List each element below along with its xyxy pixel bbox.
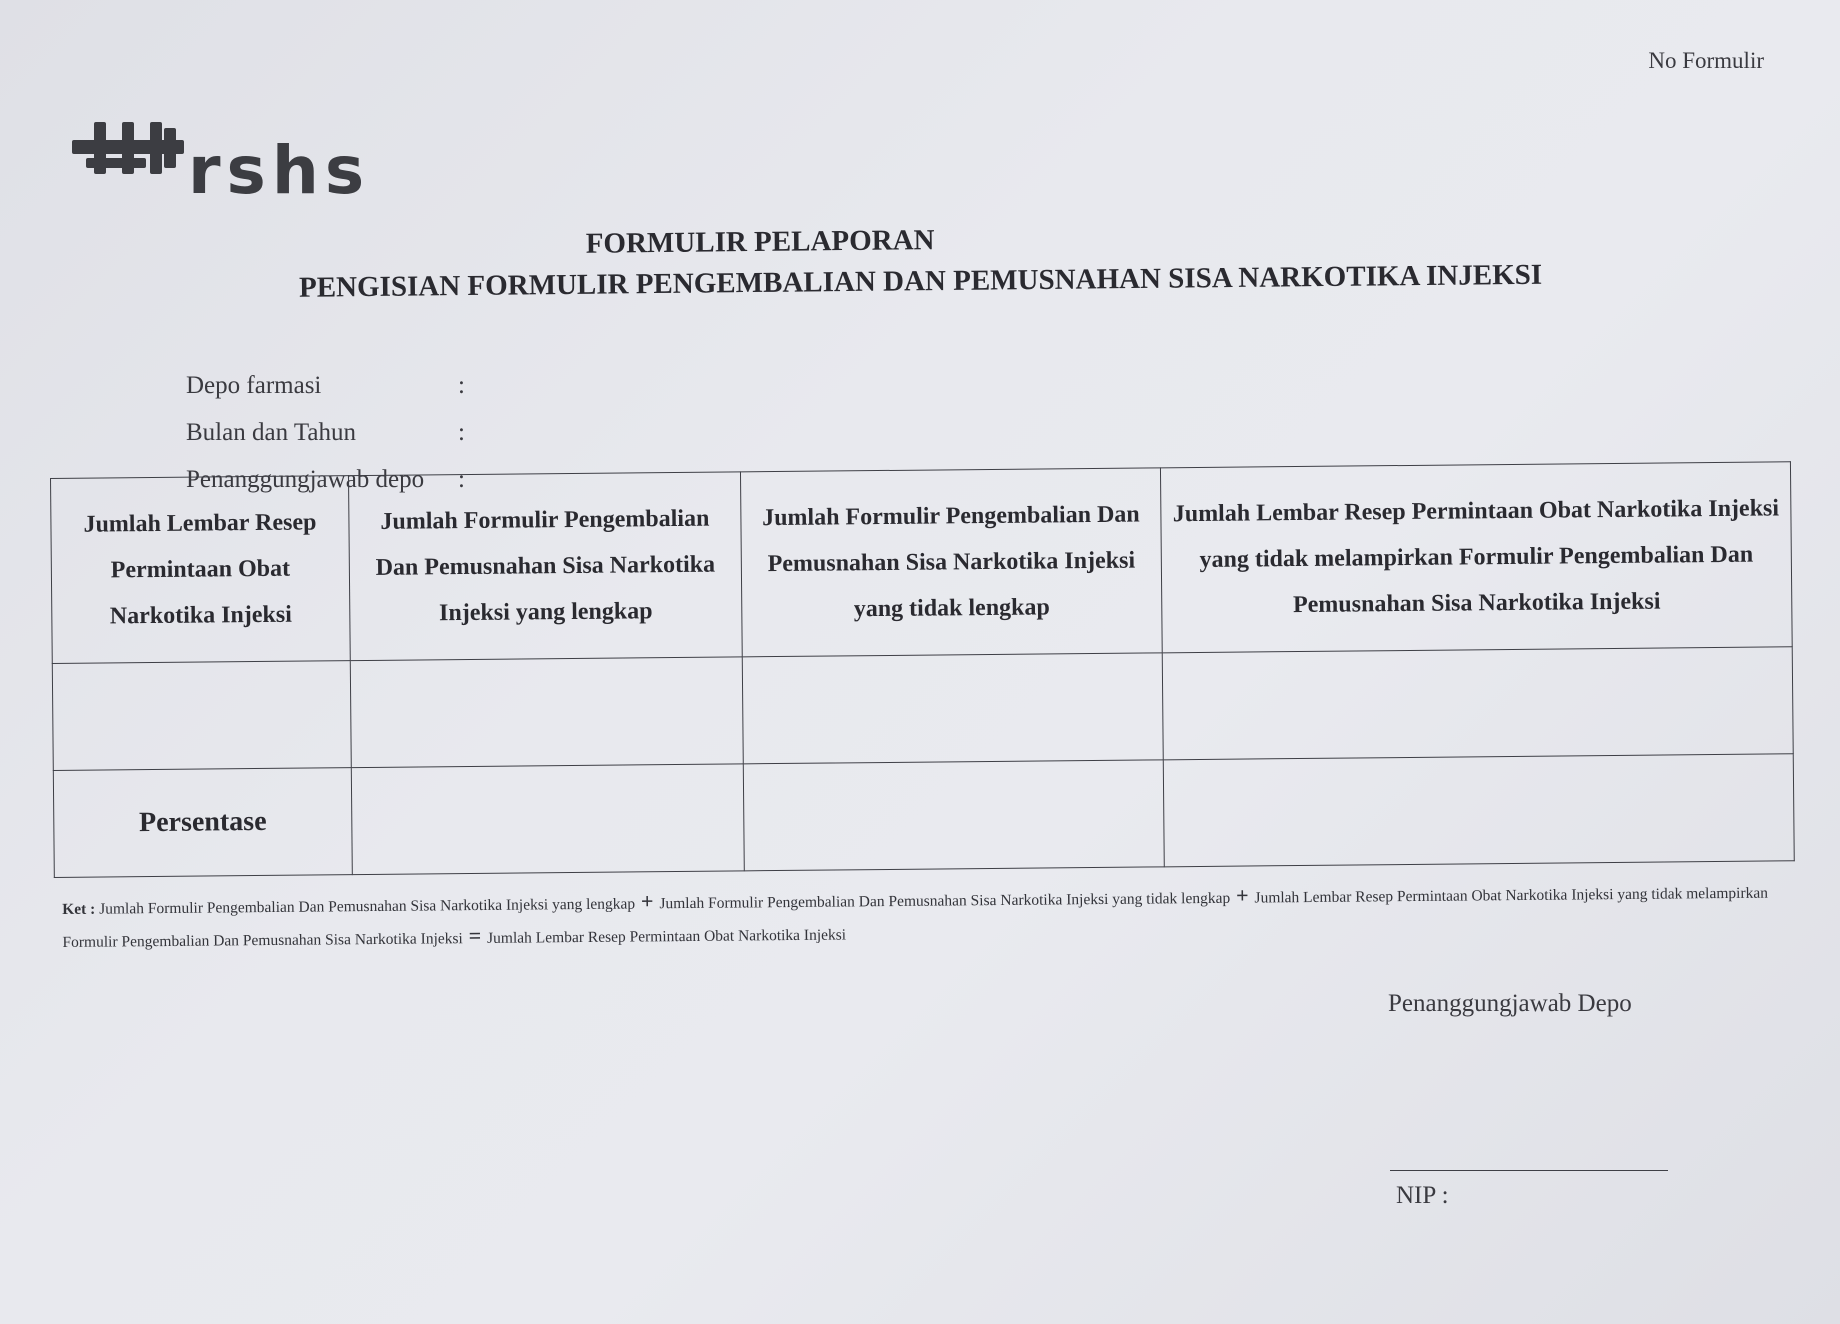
header-missing-forms: Jumlah Lembar Resep Permintaan Obat Narkotika Injeksi yang tidak melampirkan Formulir Pengembalian Dan Pemusnahan Sisa Narkotika Injeksi bbox=[1160, 462, 1792, 653]
header-complete-forms: Jumlah Formulir Pengembalian Dan Pemusnahan Sisa Narkotika Injeksi yang lengkap bbox=[348, 472, 742, 661]
table-row-percentage bbox=[53, 754, 1794, 878]
table-cell[interactable] bbox=[1163, 754, 1794, 867]
header-incomplete-forms: Jumlah Formulir Pengembalian Dan Pemusnahan Sisa Narkotika Injeksi yang tidak lengkap bbox=[740, 468, 1162, 657]
field-label: Depo farmasi bbox=[186, 371, 322, 399]
field-label: Penanggungjawab depo bbox=[186, 465, 425, 493]
formula-note bbox=[62, 875, 1783, 958]
table-cell[interactable] bbox=[350, 657, 743, 768]
note-part-1: Jumlah Formulir Pengembalian Dan Pemusnahan Sisa Narkotika Injeksi yang lengkap bbox=[99, 895, 636, 918]
field-bulan-tahun[interactable] bbox=[186, 409, 478, 456]
table-header-row bbox=[51, 462, 1793, 664]
hospital-cross-logo-icon bbox=[72, 118, 192, 198]
plus-operator: + bbox=[1235, 882, 1249, 908]
table-cell[interactable] bbox=[742, 653, 1163, 764]
rshs-logo bbox=[72, 118, 392, 218]
header-total-prescriptions: Jumlah Lembar Resep Permintaan Obat Narkotika Injeksi bbox=[51, 476, 351, 664]
table-cell[interactable] bbox=[52, 661, 351, 771]
equals-operator: = bbox=[468, 922, 482, 949]
logo-text: rshs bbox=[188, 132, 371, 209]
signature-block bbox=[1388, 990, 1688, 1209]
field-colon: : bbox=[458, 371, 465, 399]
field-depo-farmasi[interactable] bbox=[186, 362, 478, 409]
note-part-4: Jumlah Lembar Resep Permintaan Obat Narkotika Injeksi bbox=[487, 926, 847, 947]
title-line-1: FORMULIR PELAPORAN bbox=[585, 224, 935, 260]
table-row bbox=[52, 647, 1793, 771]
percentage-label: Persentase bbox=[53, 768, 352, 878]
note-prefix: Ket : bbox=[62, 900, 96, 918]
field-colon: : bbox=[458, 418, 465, 446]
signature-line[interactable] bbox=[1390, 1170, 1668, 1171]
report-table-wrapper bbox=[50, 461, 1794, 878]
table-cell[interactable] bbox=[1162, 647, 1793, 760]
table-cell[interactable] bbox=[351, 764, 744, 875]
report-table bbox=[50, 461, 1795, 878]
table-cell[interactable] bbox=[743, 760, 1164, 871]
signature-title: Penanggungjawab Depo bbox=[1388, 990, 1632, 1017]
field-colon: : bbox=[458, 465, 465, 493]
note-part-3: Jumlah Lembar Resep Permintaan Obat Narkotika Injeksi yang tidak melampirkan Formulir Pengembalian Dan Pemusnahan Sisa Narkotika Injeksi bbox=[62, 884, 1769, 951]
form-title bbox=[180, 217, 1661, 306]
title-line-2: PENGISIAN FORMULIR PENGEMBALIAN DAN PEMUSNAHAN SISA NARKOTIKA INJEKSI bbox=[298, 258, 1543, 304]
form-number-label: No Formulir bbox=[1648, 48, 1764, 73]
note-part-2: Jumlah Formulir Pengembalian Dan Pemusnahan Sisa Narkotika Injeksi yang tidak lengkap bbox=[659, 889, 1231, 913]
field-label: Bulan dan Tahun bbox=[186, 418, 356, 446]
nip-label: NIP : bbox=[1396, 1182, 1449, 1209]
plus-operator: + bbox=[640, 888, 654, 914]
